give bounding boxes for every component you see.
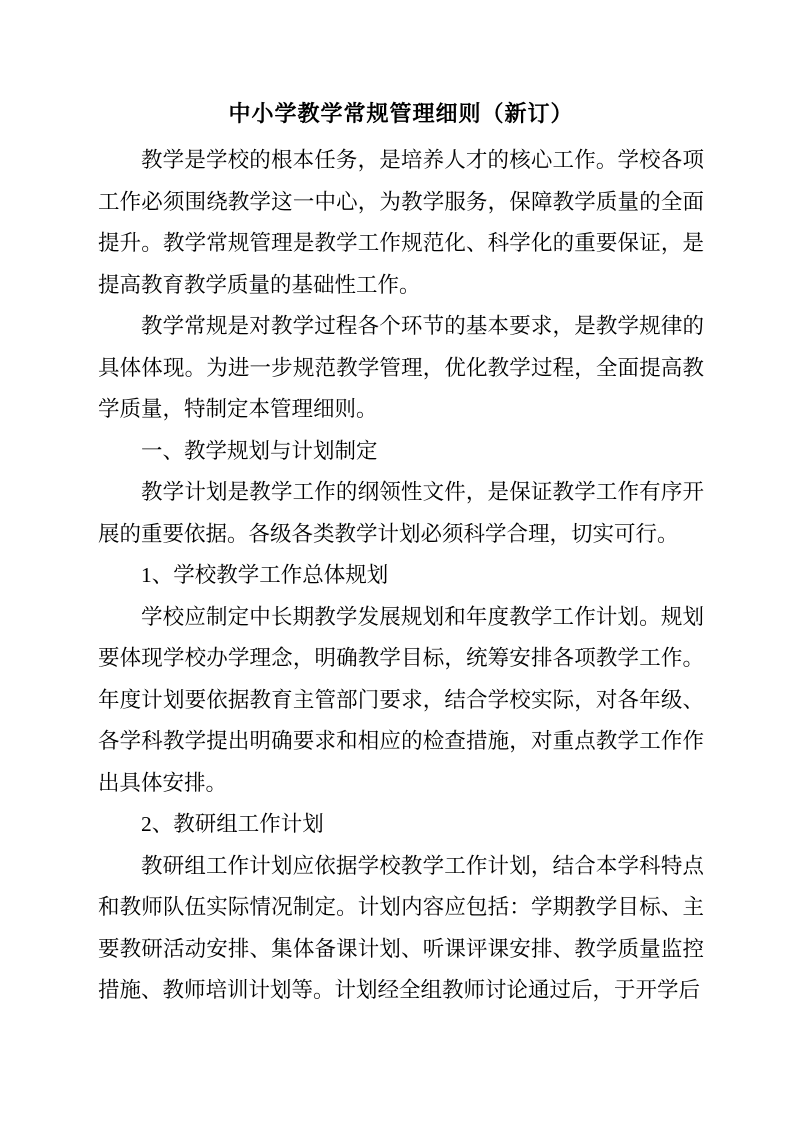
subsection-heading-school-overall-plan: 1、学校教学工作总体规划: [141, 563, 389, 587]
paragraph-research-group-plan: 教研组工作计划应依据学校教学工作计划，结合本学科特点和教师队伍实际情况制定。计划内容应包括：学期教学目标、主要教研活动安排、集体备课计划、听课评课安排、教学质量监控措施、教师培训计划等。计划经全组教师讨论通过后，于开学后: [98, 853, 704, 1002]
document-title: 中小学教学常规管理细则（新订）: [228, 101, 574, 126]
paragraph-teaching-plan: 教学计划是教学工作的纲领性文件，是保证教学工作有序开展的重要依据。各级各类教学计划必须科学合理，切实可行。: [98, 480, 704, 546]
section-heading-teaching-planning: 一、教学规划与计划制定: [141, 438, 378, 463]
paragraph-intro-2: 教学常规是对教学过程各个环节的基本要求，是教学规律的具体体现。为进一步规范教学管理，优化教学过程，全面提高教学质量，特制定本管理细则。: [98, 314, 704, 421]
document-content: [98, 92, 704, 1012]
paragraph-school-overall-plan: 学校应制定中长期教学发展规划和年度教学工作计划。规划要体现学校办学理念，明确教学目标，统筹安排各项教学工作。年度计划要依据教育主管部门要求，结合学校实际，对各年级、各学科教学提出明确要求和相应的检查措施，对重点教学工作作出具体安排。: [98, 604, 704, 795]
subsection-heading-research-group-plan: 2、教研组工作计划: [141, 812, 324, 836]
paragraph-intro-1: 教学是学校的根本任务，是培养人才的核心工作。学校各项工作必须围绕教学这一中心，为教学服务，保障教学质量的全面提升。教学常规管理是教学工作规范化、科学化的重要保证，是提高教育教学质量的基础性工作。: [98, 148, 704, 297]
